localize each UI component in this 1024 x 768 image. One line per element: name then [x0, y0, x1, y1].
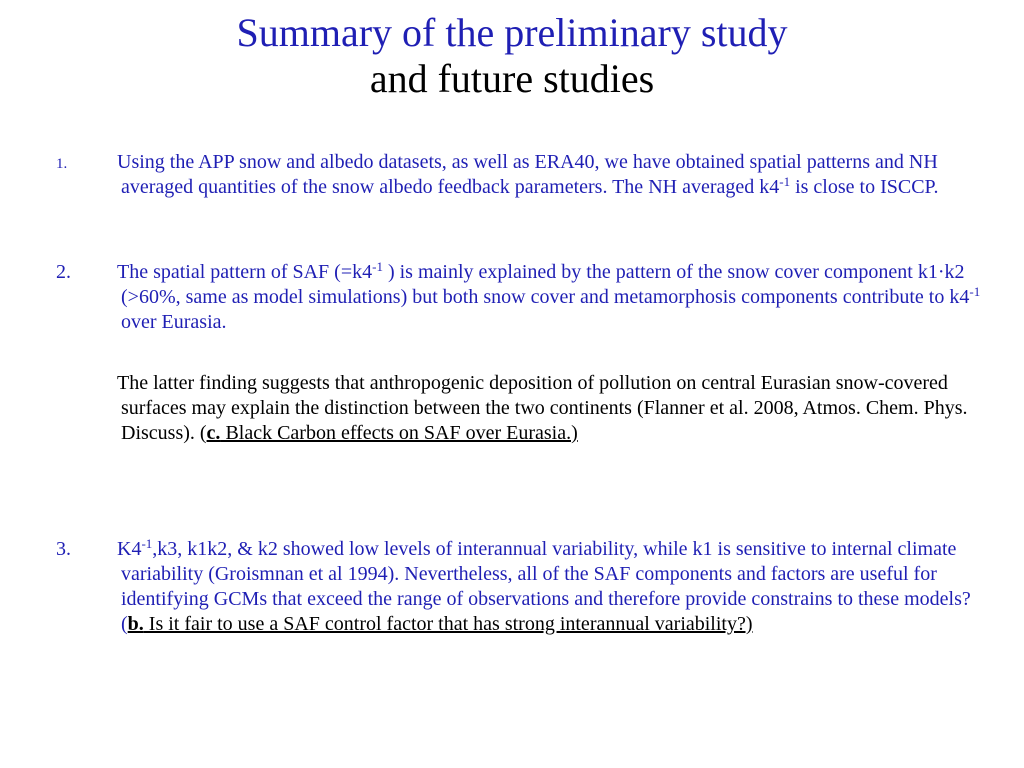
text-run: over Eurasia. [121, 311, 227, 333]
summary-item-1 [56, 150, 986, 200]
slide-title [0, 10, 1024, 102]
item-text [56, 371, 986, 446]
superscript: -1 [372, 259, 383, 274]
text-run: ,k3, k1k2, & k2 showed low levels of interannual variability, while k1 is sensitive to internal climate variability (Groismnan et al 1994). Nevertheless, all of the SAF components and factors are useful for identifying GCMs that exceed the range of observations and therefore provide constrains to these models? ( [121, 538, 971, 635]
text-run: ) is mainly explained by the pattern of the snow cover component k1·k2 (>60%, same as model simulations) but both snow cover and metamorphosis components contribute to k4 [121, 261, 970, 308]
interannual-variability-link[interactable] [128, 613, 753, 635]
text-run: The latter finding suggests that anthropogenic deposition of pollution on central Eurasian snow-covered surfaces may explain the distinction between the two continents (Flanner et al. 2008, Atmos. Chem. Phys. Discuss). ( [117, 372, 968, 444]
black-carbon-link[interactable] [207, 422, 578, 444]
text-run: K4 [117, 538, 142, 560]
summary-item-3 [56, 537, 986, 637]
item-number: 1. [56, 156, 68, 172]
superscript: -1 [969, 284, 981, 299]
item-number: 3. [56, 538, 71, 560]
link-text: Is it fair to use a SAF control factor that has strong interannual variability?) [143, 613, 753, 635]
title-line-2: and future studies [369, 56, 655, 101]
item-text [56, 537, 986, 637]
item-text [56, 260, 986, 335]
superscript: -1 [779, 174, 791, 189]
title-line-1: Summary of the preliminary study [236, 10, 788, 55]
text-run: The spatial pattern of SAF (=k4 [117, 261, 373, 283]
item-number: 2. [56, 261, 71, 283]
summary-item-2 [56, 260, 986, 335]
link-prefix: c. [206, 422, 221, 444]
link-prefix: b. [127, 613, 144, 635]
text-run: is close to ISCCP. [790, 176, 939, 198]
superscript: -1 [141, 536, 153, 551]
link-text: Black Carbon effects on SAF over Eurasia.) [220, 422, 578, 444]
item-text [56, 150, 986, 200]
summary-note-black-carbon [56, 371, 986, 446]
text-run: Using the APP snow and albedo datasets, as well as ERA40, we have obtained spatial patterns and NH averaged quantities of the snow albedo feedback parameters. The NH averaged k4 [117, 151, 938, 198]
